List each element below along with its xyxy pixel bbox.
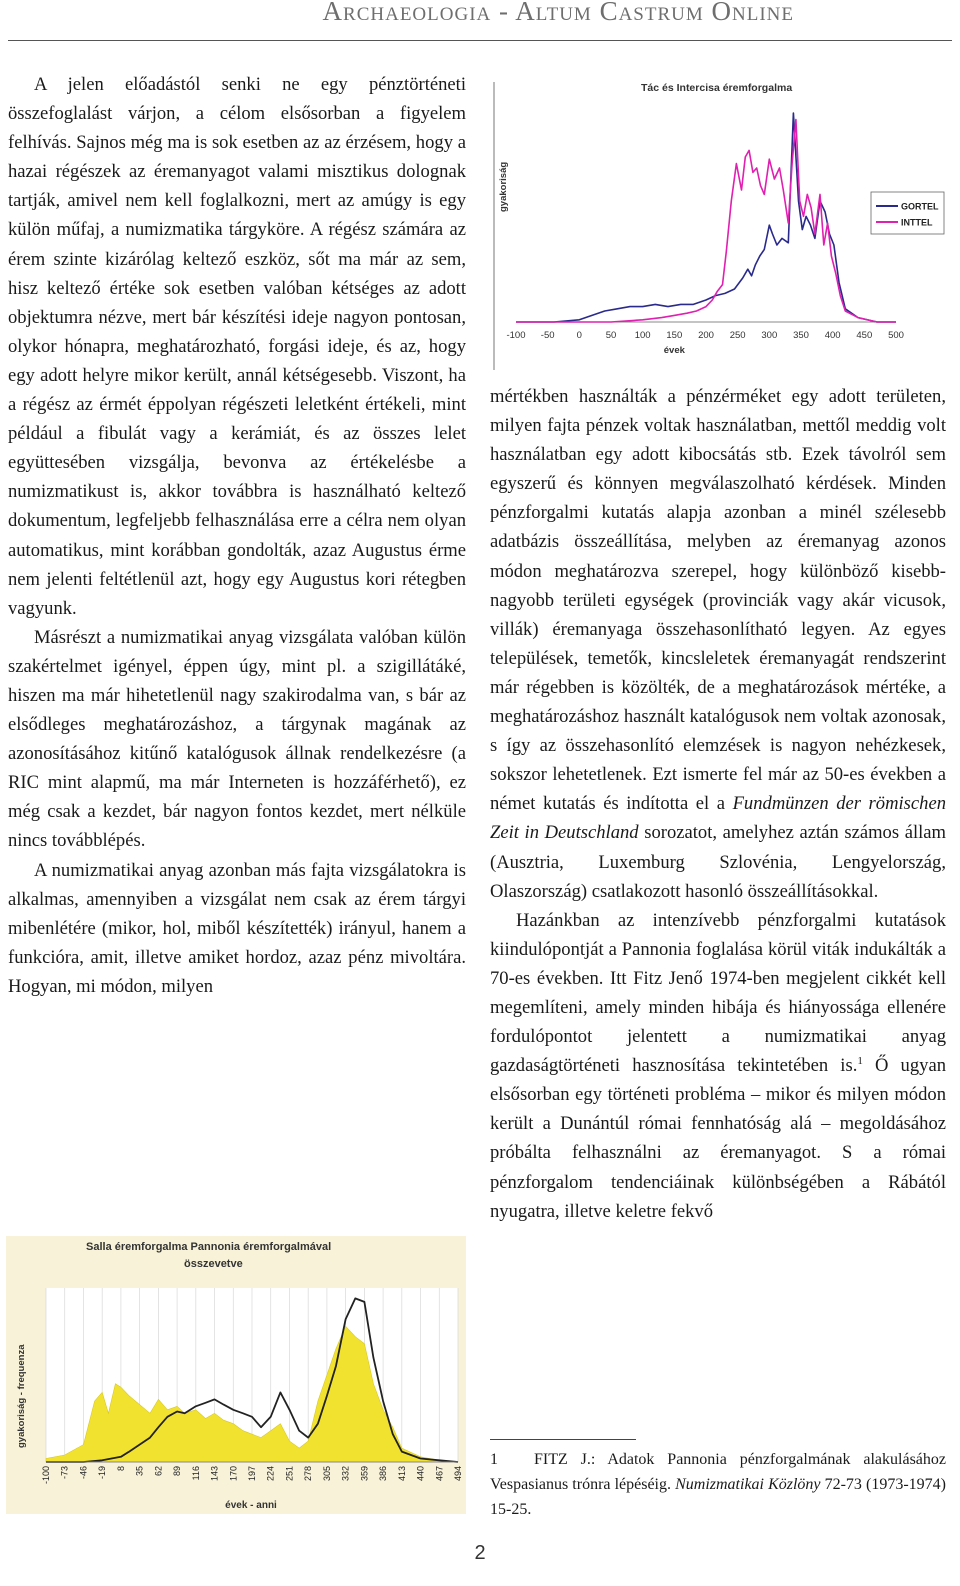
x-axis-label: évek	[663, 345, 685, 356]
header-rule	[8, 40, 952, 41]
chart-tac-intercisa	[486, 72, 946, 370]
left-column	[8, 70, 466, 1001]
x-tick-label: -19	[97, 1466, 108, 1480]
legend-label: INTTEL	[901, 217, 933, 228]
x-tick-label: 250	[729, 330, 746, 341]
y-axis-label: gyakoriság - frequenza	[16, 1344, 27, 1448]
paragraph	[490, 382, 946, 906]
right-column	[490, 382, 946, 1226]
x-tick-label: 251	[284, 1466, 295, 1482]
footnote-text: FITZ J.: Adatok Pannonia pénzforgalmának alakulásához Vespasianus trónra lépéséig.	[490, 1451, 946, 1493]
chart-title: Tác és Intercisa éremforgalma	[641, 82, 793, 94]
x-tick-label: 35	[134, 1466, 145, 1477]
legend-label: GORTEL	[901, 201, 939, 212]
legend-box	[871, 192, 944, 234]
page-number: 2	[474, 1542, 486, 1564]
series-title: Fundmünzen der römischen Zeit in Deutschland	[490, 793, 946, 844]
footnote-rule	[490, 1439, 636, 1440]
footnote-ref[interactable]: 1	[857, 1054, 863, 1067]
x-tick-label: 200	[698, 330, 714, 341]
x-tick-label: -73	[59, 1466, 70, 1480]
x-tick-label: -100	[41, 1466, 51, 1485]
x-tick-label: 224	[265, 1466, 276, 1482]
x-tick-label: 170	[228, 1466, 239, 1482]
x-tick-label: 150	[666, 330, 683, 341]
x-tick-label: 350	[793, 330, 809, 341]
series-line-inttel	[516, 120, 896, 322]
footnote-number: 1	[490, 1451, 498, 1468]
paragraph: A jelen előadástól senki ne egy pénztörténeti összefoglalást várjon, a célom elsősorban a figyelem felhívás. Sajnos még ma is sok esetben az az érzésem, hogy a hazai régészek az éremanyagot valami misztikus dolognak tartják, amivel nem kell foglalkozni, mert az amúgy is egy külön műfaj, a numizmatika tárgyköre. A régész számára az érem szinte kizárólag keltező eszköz, sőt ma már az sem, hisz keltező értéke sok esetben valóban kétséges az adott objektumra nézve, mert bár készítési ideje nagyon pontosan, olykor hónapra, meghatározható, forgási ideje, és az, hogy egy adott helyre mikor került, annál kétségesebb. Viszont, ha a régész az érmét éppolyan régészeti leletként értékeli, mint például a fibulát vagy a kerámiát, és az összes lelet együttesében vizsgálja, bevonva az értékelésbe a numizmatikust is, akkor továbbra is használható keltező dokumentum, legfeljebb felhasználása erre a célra nem olyan automatikus, mint korábban gondolták, azaz Augustus érme nem jelenti feltétlenül azt, hogy egy Augustus kori rétegben vagyunk.	[8, 74, 466, 619]
x-tick-label: 413	[396, 1466, 407, 1482]
x-tick-label: 143	[209, 1466, 220, 1482]
text-run: Ő ugyan elsősorban egy történeti probléma – mikor és milyen módon került a Dunántúl római fennhatóság alá – megoldásához próbálta felhasználni az éremanyagot. S a római pénzforgalom tendenciáinak különbségében a Rábától nyugatra, illetve keletre fekvő	[490, 1055, 946, 1222]
paragraph: A numizmatikai anyag azonban más fajta vizsgálatokra is alkalmas, amennyiben a vizsgálat nem csak az érem tárgyi mibenlétére (mikor, hol, miből készítették) irányul, hanem a funkcióra, amit, illetve amiket hordoz, azaz pénz mivoltára. Hogyan, mi módon, milyen	[8, 859, 466, 997]
legend	[871, 192, 944, 234]
x-tick-label: 62	[153, 1466, 164, 1477]
x-tick-label: 278	[303, 1466, 314, 1482]
x-tick-label: 440	[415, 1466, 426, 1482]
x-tick-label: 197	[247, 1466, 257, 1482]
x-tick-label: 300	[761, 330, 778, 341]
x-tick-label: 50	[605, 330, 617, 341]
paragraph: Másrészt a numizmatikai anyag vizsgálata valóban külön szakértelmet igényel, éppen úgy, mint pl. a szigillátáké, hiszen ma már hihetetlenül nagy szakirodalma van, s bár az elsődleges meghatározáshoz, a tárgynak magának az azonosításához kitűnő katalógusok állnak rendelkezésre (a RIC mint alapmű, ma már Interneten is hozzáférhető), ez még csak a kezdet, bár nagyon fontos kezdet, mert nélküle nincs továbblépés.	[8, 626, 466, 852]
text-run: Hazánkban az intenzívebb pénzforgalmi kutatások kiindulópontját a Pannonia foglalása körül viták indukálták a 70-es években. Itt Fitz Jenő 1974-ben megjelent cikkét kell megemlíteni, amely minden hibája és hiányossága ellenére fordulópontot jelentett a numizmatikai anyag gazdaságtörténeti hasznosítása tekintetében is.	[490, 909, 946, 1077]
x-tick-label: 305	[321, 1466, 332, 1482]
text-run: sorozatot, amelyhez aztán számos állam (Ausztria, Luxemburg Szlovénia, Lengyelország, Olaszország) csatlakozott hasonló összeállításokkal.	[490, 822, 946, 902]
chart-title-line: Salla éremforgalma Pannonia éremforgalmával	[86, 1241, 332, 1253]
x-tick-label: 450	[856, 330, 873, 341]
x-tick-label: -50	[540, 330, 555, 341]
paragraph	[490, 906, 946, 1226]
journal-title: Archaeologia - Altum Castrum Online	[322, 0, 794, 26]
x-tick-label: 494	[453, 1466, 463, 1482]
footnote	[490, 1447, 946, 1522]
chart-salla-pannonia	[6, 1236, 466, 1514]
text-run: mértékben használták a pénzérméket egy adott területen, milyen fajta pénzek voltak használatban, mettől meddig volt használatban egy adott kibocsátás stb. Ezek távolról sem egyszerű és könnyen megválaszolható kérdések. Minden pénzforgalmi kutatás alapja azonban a minél szélesebb adatbázis összeállítása, melyben az éremanyag azonos módon meghatározva szerepel, hogy különböző kisebb-nagyobb területi egységek (provinciák vagy akár vicusok, villák) éremanyaga összehasonlítható legyen. Az egyes települések, temetők, kincsleletek éremanyagát rendszerint már régebben is közölték, de a meghatározások mértéke, a meghatározáshoz használt katalógusok nem voltak azonosak, s így az összehasonlító elemzések is nagyon nehézkesek, sokszor lehetetlenek. Ezt ismerte fel már az 50-es években a német kutatás és indította el a	[490, 386, 946, 815]
x-tick-label: 400	[824, 330, 841, 341]
page-header	[0, 0, 960, 44]
x-tick-label: 386	[378, 1466, 389, 1482]
x-tick-label: 332	[340, 1466, 351, 1482]
x-tick-label: 500	[888, 330, 904, 341]
x-tick-label: 467	[434, 1466, 445, 1482]
journal-name: Numizmatikai Közlöny	[675, 1476, 821, 1493]
x-tick-label: 8	[115, 1466, 126, 1472]
x-axis-label: évek - anni	[225, 1500, 277, 1511]
x-tick-label: -46	[78, 1466, 89, 1480]
chart-title-line: összevetve	[184, 1258, 243, 1270]
x-tick-label: -100	[506, 330, 526, 341]
x-tick-label: 116	[190, 1466, 201, 1481]
x-tick-label: 359	[359, 1466, 370, 1482]
x-tick-label: 89	[172, 1466, 183, 1477]
x-tick-label: 0	[576, 330, 582, 341]
y-axis-label: gyakoriság	[498, 161, 509, 212]
x-tick-label: 100	[634, 330, 651, 341]
footnote-text: 72-73 (1973-1974) 15-25.	[490, 1476, 946, 1518]
